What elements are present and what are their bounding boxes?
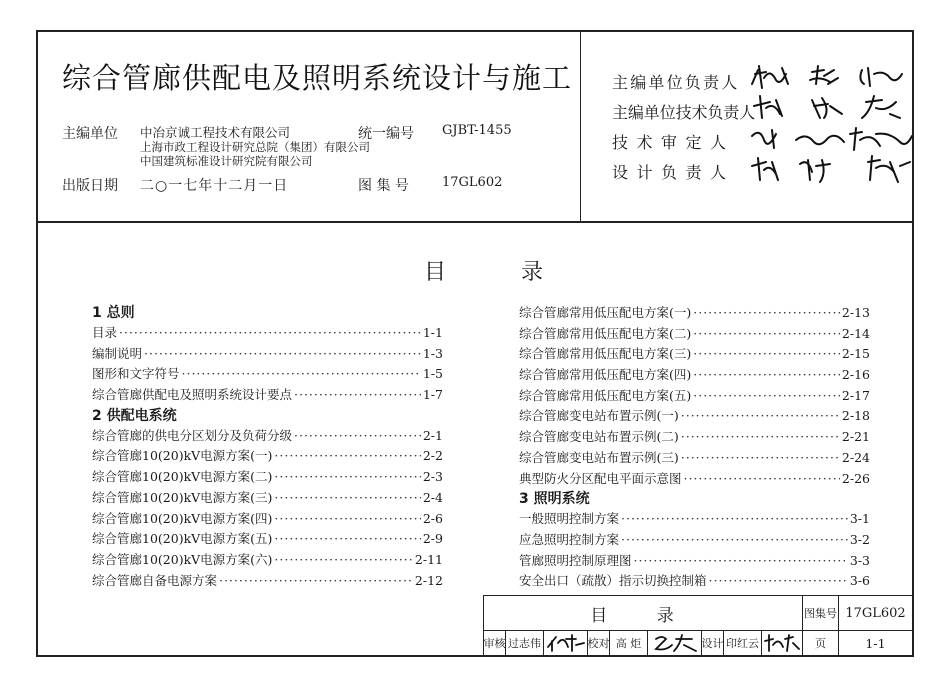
header-separator (36, 221, 914, 223)
toc-entry[interactable]: 图形和文字符号 ····· 1-5 (92, 364, 443, 385)
toc-section: 2 供配电系统 (92, 407, 177, 424)
date-label: 出版日期 (62, 178, 118, 194)
review-signature-image (546, 633, 586, 653)
toc-entry[interactable]: 综合管廊供配电及照明系统设计要点 ····· 1-7 (92, 385, 443, 406)
toc-entry[interactable]: 综合管廊变电站布置示例(一) ····· 2-18 (519, 406, 870, 427)
design-signature-image (763, 633, 801, 653)
toc-section: 1 总则 (92, 305, 135, 321)
sheet-title: 目 录 (590, 605, 696, 626)
toc-entry[interactable]: 综合管廊常用低压配电方案(一) ····· 2-13 (519, 303, 870, 324)
toc-entry[interactable]: 目录 ····· 1-1 (92, 323, 443, 344)
toc-entry[interactable]: 应急照明控制方案 ····· 3-2 (519, 530, 870, 551)
toc-entry[interactable]: 综合管廊变电站布置示例(二) ····· 2-21 (519, 427, 870, 448)
toc-left-column (92, 303, 443, 591)
review-signature (544, 631, 588, 656)
responsible-row (612, 160, 756, 183)
toc-entry[interactable]: 综合管廊常用低压配电方案(四) ····· 2-16 (519, 365, 870, 386)
code-value: GJBT-1455 (442, 123, 512, 138)
responsible-label: 主编单位技术负责人 (612, 103, 756, 122)
toc-entry[interactable]: 安全出口（疏散）指示切换控制箱 ····· 3-6 (519, 571, 870, 592)
editor-unit-2: 上海市政工程设计研究总院（集团）有限公司 (140, 140, 370, 154)
responsible-row (612, 130, 756, 153)
design-label: 设计 (702, 631, 724, 656)
design-name: 印红云 (724, 631, 762, 656)
toc-section: 3 照明系统 (519, 491, 590, 508)
handwritten-signatures (750, 62, 915, 187)
toc-entry[interactable]: 一般照明控制方案 ····· 3-1 (519, 509, 870, 530)
toc-entry[interactable]: 综合管廊10(20)kV电源方案(五) ····· 2-9 (92, 529, 443, 550)
toc-entry[interactable]: 综合管廊10(20)kV电源方案(六) ····· 2-11 (92, 550, 443, 571)
atlas-no-value: 17GL602 (839, 596, 913, 631)
check-name: 高 炬 (610, 631, 648, 656)
toc-entry[interactable]: 综合管廊常用低压配电方案(五) ····· 2-17 (519, 386, 870, 407)
atlas-no-label: 图集号 (803, 596, 839, 631)
editor-unit-3: 中国建筑标准设计研究院有限公司 (140, 154, 313, 168)
toc-entry[interactable]: 综合管廊的供电分区划分及负荷分级 ····· 2-1 (92, 426, 443, 447)
check-label: 校对 (588, 631, 610, 656)
toc-entry[interactable]: 综合管廊自备电源方案 ····· 2-12 (92, 571, 443, 592)
review-label: 审核 (484, 631, 506, 656)
page-number: 1-1 (839, 631, 913, 656)
review-name: 过志伟 (506, 631, 544, 656)
toc-entry[interactable]: 综合管廊变电站布置示例(三) ····· 2-24 (519, 448, 870, 469)
page-title: 综合管廊供配电及照明系统设计与施工 (62, 61, 573, 95)
check-signature (648, 631, 702, 656)
responsible-label: 设计负责人 (612, 163, 735, 182)
toc-right-column (519, 303, 870, 592)
toc-entry[interactable]: 综合管廊10(20)kV电源方案(四) ····· 2-6 (92, 509, 443, 530)
code-label: 统一编号 (358, 126, 414, 142)
date-value: 二○一七年十二月一日 (140, 178, 289, 194)
toc-entry[interactable]: 综合管廊常用低压配电方案(三) ····· 2-15 (519, 344, 870, 365)
toc-entry[interactable]: 综合管廊10(20)kV电源方案(二) ····· 2-3 (92, 467, 443, 488)
toc-title-text: 目 录 (424, 260, 577, 285)
responsible-row (612, 70, 756, 93)
sheet-title-cell (484, 596, 803, 631)
page-label: 页 (803, 631, 839, 656)
editor-label: 主编单位 (62, 126, 118, 142)
toc-entry[interactable]: 综合管廊10(20)kV电源方案(三) ····· 2-4 (92, 488, 443, 509)
atlas-value: 17GL602 (442, 175, 503, 190)
toc-entry[interactable]: 典型防火分区配电平面示意图 ····· 2-26 (519, 469, 870, 490)
responsible-label: 技术审定人 (612, 133, 735, 152)
responsible-row (612, 100, 756, 123)
toc-entry[interactable]: 综合管廊常用低压配电方案(二) ····· 2-14 (519, 324, 870, 345)
toc-entry[interactable]: 管廊照明控制原理图 ····· 3-3 (519, 551, 870, 572)
atlas-label: 图 集 号 (358, 178, 409, 194)
responsible-label: 主编单位负责人 (612, 73, 740, 92)
check-signature-image (652, 633, 698, 653)
toc-title (424, 255, 577, 286)
toc-entry[interactable]: 综合管廊10(20)kV电源方案(一) ····· 2-2 (92, 446, 443, 467)
design-signature (762, 631, 803, 656)
editor-unit-1: 中冶京诚工程技术有限公司 (140, 125, 291, 140)
header-vertical-separator (580, 30, 581, 221)
toc-entry[interactable]: 编制说明 ····· 1-3 (92, 344, 443, 365)
title-block (483, 595, 914, 657)
